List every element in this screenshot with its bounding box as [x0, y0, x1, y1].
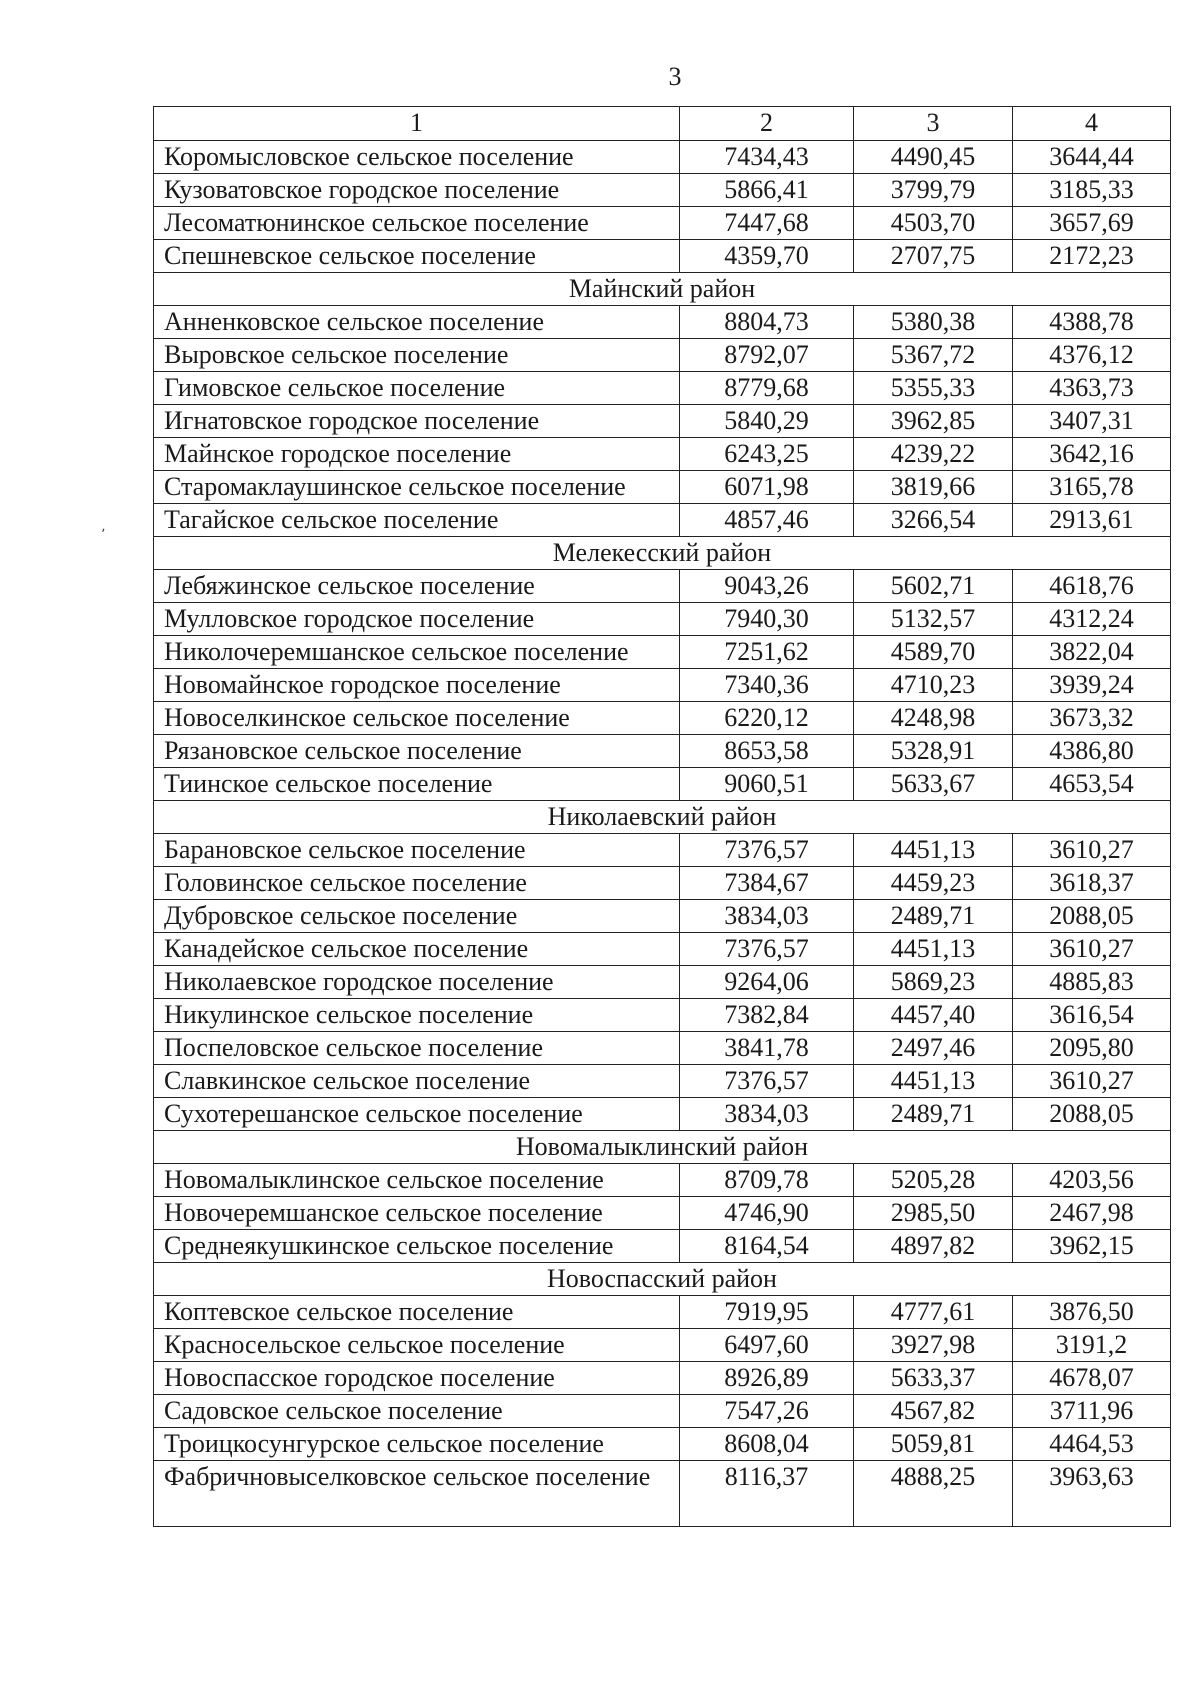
table-row: [154, 1197, 1171, 1230]
value-col-4: 3610,27: [1013, 834, 1171, 867]
value-col-4: 3616,54: [1013, 999, 1171, 1032]
value-col-4: 3876,50: [1013, 1296, 1171, 1329]
table-row: [154, 834, 1171, 867]
value-col-4: 2467,98: [1013, 1197, 1171, 1230]
value-col-3: 4567,82: [854, 1395, 1013, 1428]
value-col-2: 7382,84: [680, 999, 854, 1032]
table-row: [154, 1296, 1171, 1329]
value-col-2: 8608,04: [680, 1428, 854, 1461]
settlement-name: Канадейское сельское поселение: [154, 933, 680, 966]
value-col-3: 5869,23: [854, 966, 1013, 999]
settlement-name: Фабричновыселковское сельское поселение: [154, 1461, 680, 1527]
settlement-name: Поспеловское сельское поселение: [154, 1032, 680, 1065]
table-row: [154, 1065, 1171, 1098]
value-col-3: 2707,75: [854, 240, 1013, 273]
table-row: [154, 1428, 1171, 1461]
value-col-3: 4239,22: [854, 438, 1013, 471]
value-col-4: 3618,37: [1013, 867, 1171, 900]
settlement-name: Садовское сельское поселение: [154, 1395, 680, 1428]
district-name: Новоспасский район: [154, 1263, 1171, 1296]
value-col-4: 4386,80: [1013, 735, 1171, 768]
value-col-2: 7919,95: [680, 1296, 854, 1329]
settlement-name: Спешневское сельское поселение: [154, 240, 680, 273]
settlement-name: Барановское сельское поселение: [154, 834, 680, 867]
district-name: Новомалыклинский район: [154, 1131, 1171, 1164]
table-row: [154, 174, 1171, 207]
value-col-3: 5132,57: [854, 603, 1013, 636]
settlement-name: Троицкосунгурское сельское поселение: [154, 1428, 680, 1461]
value-col-2: 5840,29: [680, 405, 854, 438]
value-col-3: 2985,50: [854, 1197, 1013, 1230]
value-col-3: 4457,40: [854, 999, 1013, 1032]
value-col-4: 4678,07: [1013, 1362, 1171, 1395]
settlement-name: Рязановское сельское поселение: [154, 735, 680, 768]
value-col-2: 7447,68: [680, 207, 854, 240]
value-col-2: 4857,46: [680, 504, 854, 537]
settlement-name: Николаевское городское поселение: [154, 966, 680, 999]
value-col-3: 5633,37: [854, 1362, 1013, 1395]
value-col-2: 8709,78: [680, 1164, 854, 1197]
district-name: Мелекесский район: [154, 537, 1171, 570]
value-col-4: 2088,05: [1013, 1098, 1171, 1131]
value-col-4: 4312,24: [1013, 603, 1171, 636]
value-col-4: 3939,24: [1013, 669, 1171, 702]
table-row: [154, 768, 1171, 801]
table-row: [154, 933, 1171, 966]
value-col-2: 8164,54: [680, 1230, 854, 1263]
district-header-row: [154, 537, 1171, 570]
value-col-4: 3407,31: [1013, 405, 1171, 438]
settlement-name: Славкинское сельское поселение: [154, 1065, 680, 1098]
settlement-name: Майнское городское поселение: [154, 438, 680, 471]
value-col-3: 5380,38: [854, 306, 1013, 339]
value-col-3: 4451,13: [854, 1065, 1013, 1098]
table-row: [154, 1098, 1171, 1131]
settlement-name: Никулинское сельское поселение: [154, 999, 680, 1032]
table-row: [154, 1362, 1171, 1395]
value-col-2: 7384,67: [680, 867, 854, 900]
settlement-name: Мулловское городское поселение: [154, 603, 680, 636]
settlement-name: Новоселкинское сельское поселение: [154, 702, 680, 735]
value-col-2: 9060,51: [680, 768, 854, 801]
value-col-3: 5205,28: [854, 1164, 1013, 1197]
value-col-3: 4451,13: [854, 834, 1013, 867]
column-header: 1: [154, 107, 680, 141]
table-row: [154, 339, 1171, 372]
value-col-2: 7376,57: [680, 1065, 854, 1098]
table-row: [154, 867, 1171, 900]
table-row: [154, 1461, 1171, 1527]
value-col-4: 3673,32: [1013, 702, 1171, 735]
table-row: [154, 702, 1171, 735]
table-row: [154, 1230, 1171, 1263]
district-name: Николаевский район: [154, 801, 1171, 834]
settlement-name: Игнатовское городское поселение: [154, 405, 680, 438]
value-col-2: 4359,70: [680, 240, 854, 273]
value-col-3: 5328,91: [854, 735, 1013, 768]
district-header-row: [154, 801, 1171, 834]
table-row: [154, 900, 1171, 933]
value-col-4: 2172,23: [1013, 240, 1171, 273]
scan-speck: ٬: [101, 528, 106, 543]
value-col-4: 2088,05: [1013, 900, 1171, 933]
value-col-4: 4618,76: [1013, 570, 1171, 603]
value-col-3: 5602,71: [854, 570, 1013, 603]
table-row: [154, 636, 1171, 669]
column-header: 4: [1013, 107, 1171, 141]
value-col-4: 3962,15: [1013, 1230, 1171, 1263]
value-col-2: 7340,36: [680, 669, 854, 702]
settlement-name: Николочеремшанское сельское поселение: [154, 636, 680, 669]
table-row: [154, 372, 1171, 405]
value-col-2: 8779,68: [680, 372, 854, 405]
value-col-2: 7434,43: [680, 141, 854, 174]
value-col-3: 4503,70: [854, 207, 1013, 240]
settlement-name: Лесоматюнинское сельское поселение: [154, 207, 680, 240]
value-col-2: 8792,07: [680, 339, 854, 372]
table-row: [154, 240, 1171, 273]
value-col-4: 4464,53: [1013, 1428, 1171, 1461]
value-col-3: 3266,54: [854, 504, 1013, 537]
settlement-name: Новочеремшанское сельское поселение: [154, 1197, 680, 1230]
value-col-2: 8116,37: [680, 1461, 854, 1527]
table-row: [154, 141, 1171, 174]
settlement-name: Гимовское сельское поселение: [154, 372, 680, 405]
settlement-name: Кузоватовское городское поселение: [154, 174, 680, 207]
settlement-name: Новоспасское городское поселение: [154, 1362, 680, 1395]
district-header-row: [154, 273, 1171, 306]
value-col-2: 6071,98: [680, 471, 854, 504]
value-col-2: 7376,57: [680, 834, 854, 867]
settlement-name: Головинское сельское поселение: [154, 867, 680, 900]
value-col-3: 5059,81: [854, 1428, 1013, 1461]
table-row: [154, 966, 1171, 999]
value-col-4: 3185,33: [1013, 174, 1171, 207]
value-col-3: 2497,46: [854, 1032, 1013, 1065]
value-col-4: 4363,73: [1013, 372, 1171, 405]
value-col-3: 4888,25: [854, 1461, 1013, 1527]
value-col-3: 4248,98: [854, 702, 1013, 735]
value-col-4: 3610,27: [1013, 1065, 1171, 1098]
value-col-2: 4746,90: [680, 1197, 854, 1230]
value-col-2: 5866,41: [680, 174, 854, 207]
settlement-name: Новомалыклинское сельское поселение: [154, 1164, 680, 1197]
value-col-2: 6497,60: [680, 1329, 854, 1362]
value-col-2: 9264,06: [680, 966, 854, 999]
value-col-3: 3962,85: [854, 405, 1013, 438]
value-col-4: 3610,27: [1013, 933, 1171, 966]
value-col-4: 4885,83: [1013, 966, 1171, 999]
table-row: [154, 570, 1171, 603]
value-col-4: 3657,69: [1013, 207, 1171, 240]
table-row: [154, 1164, 1171, 1197]
value-col-3: 4459,23: [854, 867, 1013, 900]
settlement-name: Лебяжинское сельское поселение: [154, 570, 680, 603]
table-row: [154, 438, 1171, 471]
value-col-3: 4490,45: [854, 141, 1013, 174]
value-col-3: 4897,82: [854, 1230, 1013, 1263]
settlement-name: Коромысловское сельское поселение: [154, 141, 680, 174]
district-header-row: [154, 1263, 1171, 1296]
table-row: [154, 999, 1171, 1032]
value-col-3: 4710,23: [854, 669, 1013, 702]
value-col-3: 4777,61: [854, 1296, 1013, 1329]
table-row: [154, 603, 1171, 636]
settlement-name: Анненковское сельское поселение: [154, 306, 680, 339]
value-col-3: 3799,79: [854, 174, 1013, 207]
district-header-row: [154, 1131, 1171, 1164]
value-col-4: 4653,54: [1013, 768, 1171, 801]
table-row: [154, 405, 1171, 438]
value-col-4: 2095,80: [1013, 1032, 1171, 1065]
settlement-name: Коптевское сельское поселение: [154, 1296, 680, 1329]
column-header: 2: [680, 107, 854, 141]
settlement-name: Выровское сельское поселение: [154, 339, 680, 372]
settlement-name: Тиинское сельское поселение: [154, 768, 680, 801]
settlement-name: Сухотерешанское сельское поселение: [154, 1098, 680, 1131]
value-col-2: 8804,73: [680, 306, 854, 339]
column-header: 3: [854, 107, 1013, 141]
settlements-table: [153, 106, 1171, 1527]
district-name: Майнский район: [154, 273, 1171, 306]
table-row: [154, 1329, 1171, 1362]
value-col-4: 3191,2: [1013, 1329, 1171, 1362]
table-row: [154, 504, 1171, 537]
value-col-3: 3927,98: [854, 1329, 1013, 1362]
table-header-row: [154, 107, 1171, 141]
value-col-4: 3963,63: [1013, 1461, 1171, 1527]
value-col-3: 2489,71: [854, 1098, 1013, 1131]
settlement-name: Среднеякушкинское сельское поселение: [154, 1230, 680, 1263]
settlement-name: Новомайнское городское поселение: [154, 669, 680, 702]
table-row: [154, 1395, 1171, 1428]
value-col-4: 4203,56: [1013, 1164, 1171, 1197]
value-col-4: 4376,12: [1013, 339, 1171, 372]
value-col-3: 5355,33: [854, 372, 1013, 405]
value-col-2: 8653,58: [680, 735, 854, 768]
value-col-3: 3819,66: [854, 471, 1013, 504]
settlement-name: Красносельское сельское поселение: [154, 1329, 680, 1362]
table-row: [154, 306, 1171, 339]
table-row: [154, 669, 1171, 702]
settlement-name: Старомаклаушинское сельское поселение: [154, 471, 680, 504]
value-col-4: 3642,16: [1013, 438, 1171, 471]
table-row: [154, 471, 1171, 504]
table-row: [154, 1032, 1171, 1065]
value-col-2: 7547,26: [680, 1395, 854, 1428]
table-row: [154, 207, 1171, 240]
value-col-2: 3834,03: [680, 900, 854, 933]
value-col-2: 6243,25: [680, 438, 854, 471]
value-col-4: 3711,96: [1013, 1395, 1171, 1428]
value-col-2: 3841,78: [680, 1032, 854, 1065]
table-row: [154, 735, 1171, 768]
value-col-4: 3165,78: [1013, 471, 1171, 504]
value-col-3: 4451,13: [854, 933, 1013, 966]
value-col-2: 7940,30: [680, 603, 854, 636]
value-col-3: 5367,72: [854, 339, 1013, 372]
value-col-4: 2913,61: [1013, 504, 1171, 537]
settlement-name: Тагайское сельское поселение: [154, 504, 680, 537]
value-col-2: 7251,62: [680, 636, 854, 669]
value-col-2: 8926,89: [680, 1362, 854, 1395]
value-col-2: 3834,03: [680, 1098, 854, 1131]
value-col-4: 4388,78: [1013, 306, 1171, 339]
value-col-3: 2489,71: [854, 900, 1013, 933]
value-col-2: 7376,57: [680, 933, 854, 966]
value-col-3: 5633,67: [854, 768, 1013, 801]
value-col-4: 3644,44: [1013, 141, 1171, 174]
settlement-name: Дубровское сельское поселение: [154, 900, 680, 933]
value-col-2: 6220,12: [680, 702, 854, 735]
value-col-2: 9043,26: [680, 570, 854, 603]
value-col-4: 3822,04: [1013, 636, 1171, 669]
page-number: 3: [668, 62, 682, 91]
value-col-3: 4589,70: [854, 636, 1013, 669]
